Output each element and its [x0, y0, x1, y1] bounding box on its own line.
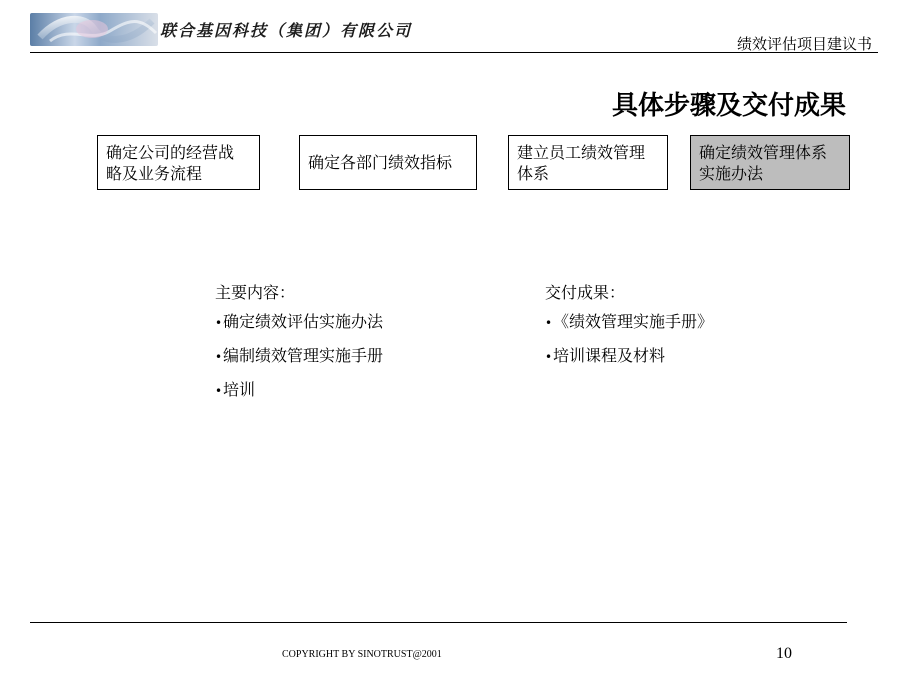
- step-box-strategy: [97, 135, 260, 190]
- list-item-text: 培训课程及材料: [553, 346, 666, 365]
- step-box-indicators: [299, 135, 477, 190]
- list-item-text: 编制绩效管理实施手册: [223, 346, 384, 365]
- step-box-line: 确定绩效管理体系: [699, 142, 828, 162]
- swirl-logo-icon: [30, 13, 158, 46]
- step-box-line: 确定各部门绩效指标: [308, 153, 453, 172]
- list-item: [545, 347, 713, 381]
- header-divider: [30, 52, 878, 53]
- step-box-implementation-active: [690, 135, 850, 190]
- list-item-text: 确定绩效评估实施办法: [223, 312, 384, 331]
- bullet-icon: •: [215, 316, 223, 330]
- list-item-text: 培训: [223, 380, 256, 399]
- page-number: 10: [776, 645, 792, 662]
- step-box-system: [508, 135, 668, 190]
- bullet-icon: •: [545, 316, 553, 330]
- list-item-text: 《绩效管理实施手册》: [553, 312, 714, 331]
- bullet-icon: •: [215, 384, 223, 398]
- doc-title: 绩效评估项目建议书: [736, 35, 872, 53]
- list-item: [215, 381, 383, 415]
- list-item: [215, 313, 383, 347]
- content-list: [215, 313, 383, 415]
- step-box-line: 体系: [517, 163, 550, 183]
- deliverables-label: 交付成果：: [545, 283, 626, 302]
- footer-divider: [30, 622, 847, 623]
- copyright-notice: COPYRIGHT BY SINOTRUST@2001: [282, 649, 442, 660]
- step-box-line: 略及业务流程: [106, 163, 203, 183]
- company-name: 联合基因科技（集团）有限公司: [160, 21, 413, 40]
- bullet-icon: •: [215, 350, 223, 364]
- step-box-line: 实施办法: [699, 163, 764, 183]
- step-box-line: 确定公司的经营战: [106, 142, 235, 162]
- page-title: 具体步骤及交付成果: [611, 91, 846, 121]
- content-label: 主要内容：: [215, 283, 296, 302]
- list-item: [545, 313, 713, 347]
- deliverables-list: [545, 313, 713, 381]
- bullet-icon: •: [545, 350, 553, 364]
- list-item: [215, 347, 383, 381]
- step-box-line: 建立员工绩效管理: [517, 142, 646, 162]
